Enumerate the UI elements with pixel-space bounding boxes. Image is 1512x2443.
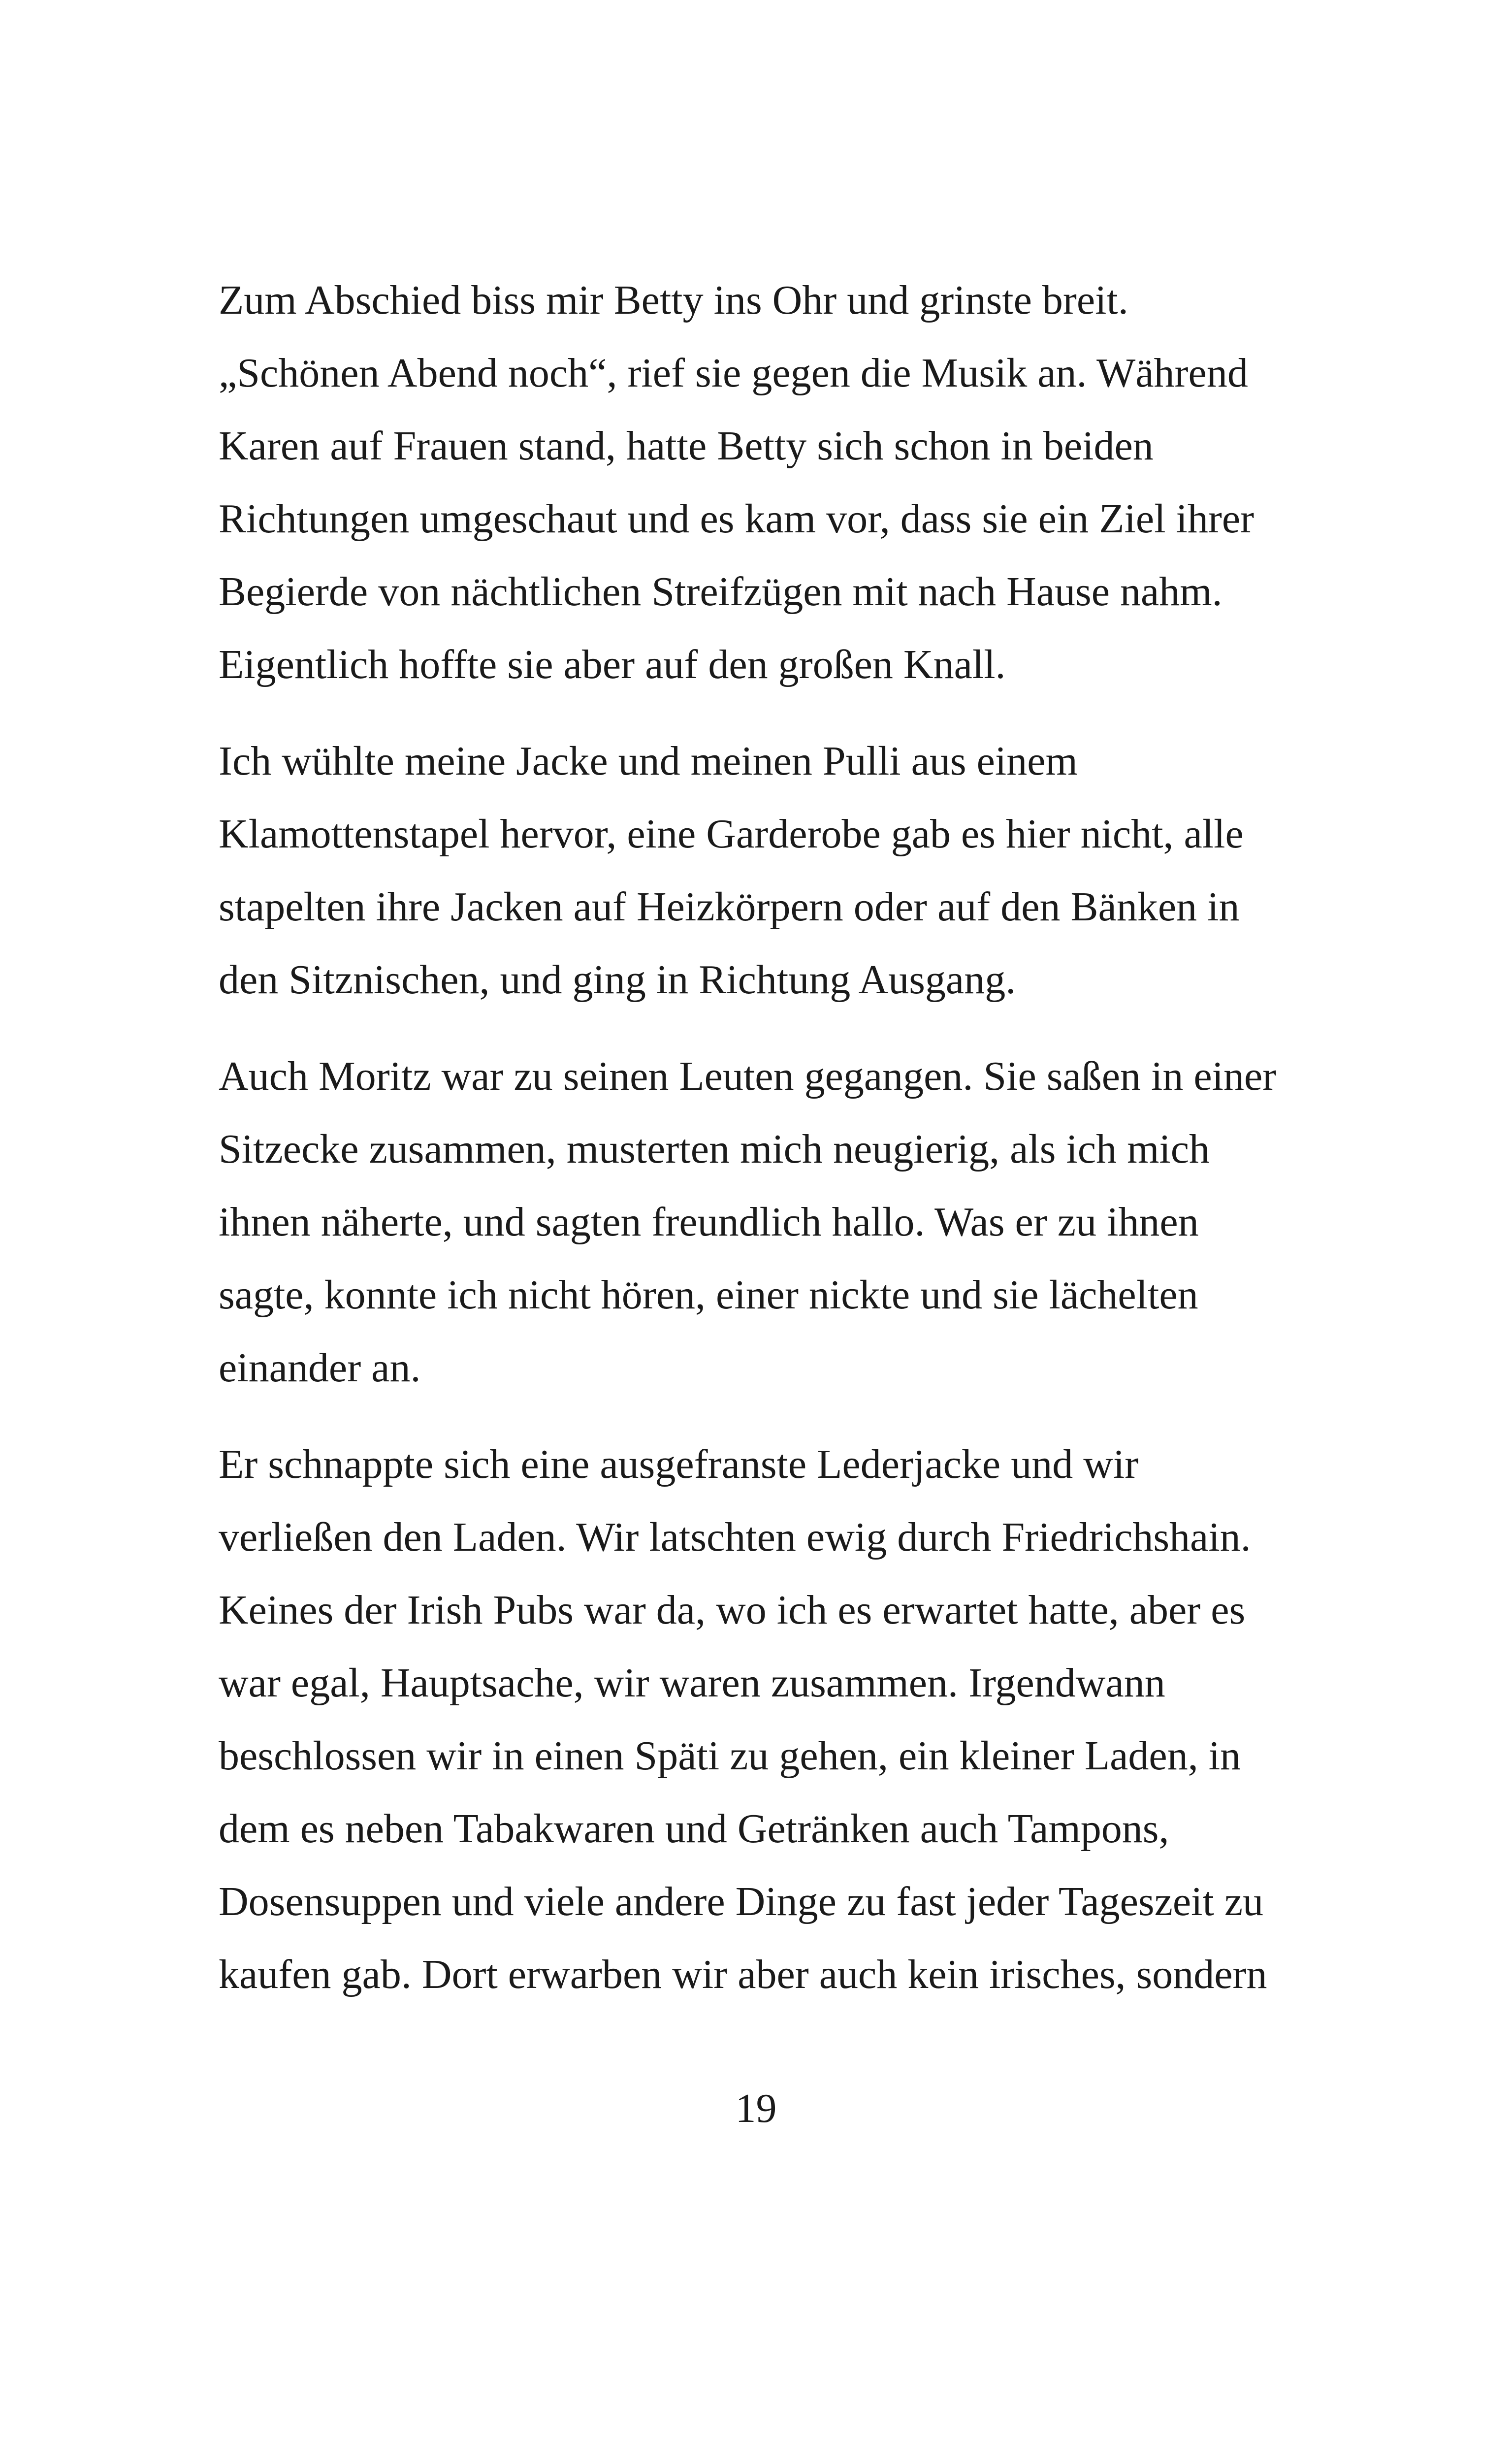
text-line: Auch Moritz war zu seinen Leuten gegangen. Sie saßen in einer (219, 1053, 1277, 1099)
text-line: dem es neben Tabakwaren und Getränken auch Tampons, (219, 1806, 1169, 1852)
text-line: war egal, Hauptsache, wir waren zusammen. Irgendwann (219, 1660, 1165, 1706)
text-line: einander an. (219, 1345, 421, 1391)
text-line: Karen auf Frauen stand, hatte Betty sich schon in beiden (219, 423, 1154, 469)
paragraph-1 (219, 264, 1326, 701)
text-line: beschlossen wir in einen Späti zu gehen, ein kleiner Laden, in (219, 1733, 1241, 1779)
paragraph-spacing (219, 1404, 1326, 1428)
text-line: Er schnappte sich eine ausgefranste Lederjacke und wir (219, 1441, 1139, 1487)
text-line: ihnen näherte, und sagten freundlich hallo. Was er zu ihnen (219, 1199, 1199, 1245)
text-line: „Schönen Abend noch“, rief sie gegen die Musik an. Während (219, 350, 1248, 396)
text-line: kaufen gab. Dort erwarben wir aber auch kein irisches, sondern (219, 1952, 1267, 1997)
text-body (219, 264, 1326, 2011)
paragraph-spacing (219, 1016, 1326, 1040)
paragraph-3 (219, 1040, 1326, 1404)
text-line: Dosensuppen und viele andere Dinge zu fast jeder Tageszeit zu (219, 1879, 1264, 1924)
paragraph-4 (219, 1428, 1326, 2011)
text-line: stapelten ihre Jacken auf Heizkörpern oder auf den Bänken in (219, 884, 1240, 930)
paragraph-2 (219, 725, 1326, 1016)
text-line: sagte, konnte ich nicht hören, einer nickte und sie lächelten (219, 1272, 1198, 1318)
text-line: Klamottenstapel hervor, eine Garderobe gab es hier nicht, alle (219, 811, 1244, 857)
text-line: verließen den Laden. Wir latschten ewig durch Friedrichshain. (219, 1514, 1251, 1560)
page-number: 19 (735, 2085, 777, 2131)
text-line: den Sitznischen, und ging in Richtung Ausgang. (219, 957, 1016, 1003)
text-line: Begierde von nächtlichen Streifzügen mit nach Hause nahm. (219, 569, 1222, 615)
text-line: Ich wühlte meine Jacke und meinen Pulli aus einem (219, 738, 1078, 784)
paragraph-spacing (219, 701, 1326, 725)
text-line: Zum Abschied biss mir Betty ins Ohr und grinste breit. (219, 277, 1128, 323)
text-line: Keines der Irish Pubs war da, wo ich es erwartet hatte, aber es (219, 1587, 1246, 1633)
text-line: Richtungen umgeschaut und es kam vor, dass sie ein Ziel ihrer (219, 496, 1255, 542)
text-line: Eigentlich hoffte sie aber auf den großen Knall. (219, 642, 1006, 687)
text-line: Sitzecke zusammen, musterten mich neugierig, als ich mich (219, 1126, 1210, 1172)
